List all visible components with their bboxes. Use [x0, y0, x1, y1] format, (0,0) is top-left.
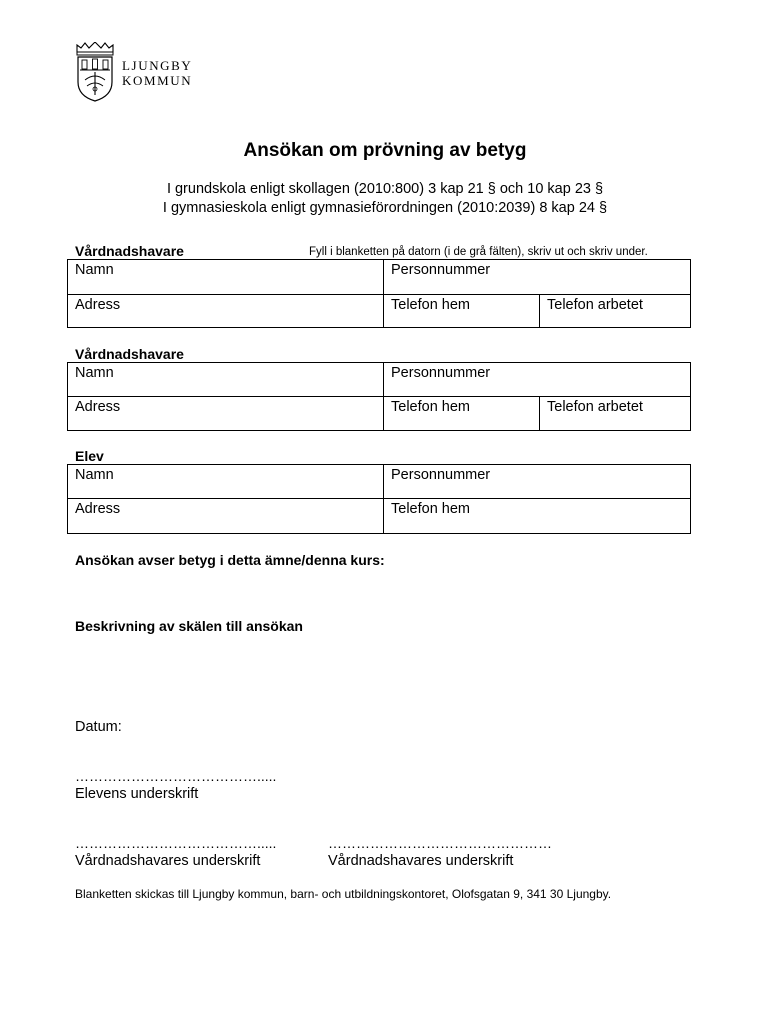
guardian-2-work-phone-field[interactable]	[540, 397, 691, 431]
guardian-1-signature-label: Vårdnadshavares underskrift	[75, 853, 261, 869]
reason-question: Beskrivning av skälen till ansökan	[75, 618, 303, 634]
guardian-1-address-field[interactable]	[68, 295, 384, 328]
field-label: Namn	[75, 467, 114, 483]
field-label: Telefon arbetet	[547, 399, 643, 415]
subtitle-line-2: I gymnasieskola enligt gymnasieförordningen (2010:2039) 8 kap 24 §	[162, 200, 608, 216]
subject-question: Ansökan avser betyg i detta ämne/denna kurs:	[75, 552, 385, 568]
student-table	[67, 464, 691, 534]
field-label: Telefon hem	[391, 399, 470, 415]
guardian-2-table	[67, 362, 691, 431]
guardian-1-personnummer-field[interactable]	[384, 260, 691, 295]
field-label: Personnummer	[391, 365, 491, 381]
fill-in-hint: Fyll i blanketten på datorn (i de grå fälten), skriv ut och skriv under.	[309, 246, 648, 258]
guardian-2-signature-line: …………………………………………	[328, 835, 552, 851]
field-label: Adress	[75, 399, 121, 415]
guardian-1-name-field[interactable]	[68, 260, 384, 295]
form-title: Ansökan om prövning av betyg	[243, 140, 527, 161]
student-home-phone-field[interactable]	[384, 499, 691, 534]
subject-answer-field[interactable]	[75, 572, 691, 612]
guardian-1-signature-line: ………………………………….....	[75, 835, 277, 851]
student-name-field[interactable]	[68, 465, 384, 499]
guardian-1-home-phone-field[interactable]	[384, 295, 540, 328]
mailing-instructions: Blanketten skickas till Ljungby kommun, barn- och utbildningskontoret, Olofsgatan 9, 341 30 Ljungby.	[75, 887, 612, 901]
field-label: Adress	[75, 501, 121, 517]
date-field[interactable]	[130, 716, 330, 738]
section-label-student: Elev	[75, 448, 104, 464]
field-label: Adress	[75, 297, 121, 313]
student-signature-label: Elevens underskrift	[75, 786, 199, 802]
logo-name-line2: KOMMUN	[122, 73, 193, 88]
guardian-2-personnummer-field[interactable]	[384, 363, 691, 397]
guardian-1-table	[67, 259, 691, 328]
guardian-2-home-phone-field[interactable]	[384, 397, 540, 431]
field-label: Personnummer	[391, 262, 491, 278]
field-label: Telefon hem	[391, 297, 470, 313]
field-label: Namn	[75, 365, 114, 381]
field-label: Telefon arbetet	[547, 297, 643, 313]
field-label: Personnummer	[391, 467, 491, 483]
section-label-guardian-1: Vårdnadshavare	[75, 243, 184, 259]
section-label-guardian-2: Vårdnadshavare	[75, 346, 184, 362]
guardian-2-address-field[interactable]	[68, 397, 384, 431]
guardian-2-name-field[interactable]	[68, 363, 384, 397]
date-label: Datum:	[75, 719, 122, 735]
guardian-1-work-phone-field[interactable]	[540, 295, 691, 328]
field-label: Telefon hem	[391, 501, 470, 517]
municipality-logo	[72, 42, 212, 102]
field-label: Namn	[75, 262, 114, 278]
reason-answer-field[interactable]	[75, 638, 691, 708]
guardian-2-signature-label: Vårdnadshavares underskrift	[328, 853, 514, 869]
student-personnummer-field[interactable]	[384, 465, 691, 499]
student-address-field[interactable]	[68, 499, 384, 534]
student-signature-line: ………………………………….....	[75, 768, 277, 784]
logo-name-line1: LJUNGBY	[122, 58, 193, 73]
subtitle-line-1: I grundskola enligt skollagen (2010:800) 3 kap 21 § och 10 kap 23 §	[166, 181, 604, 197]
coat-of-arms-icon	[72, 42, 118, 104]
